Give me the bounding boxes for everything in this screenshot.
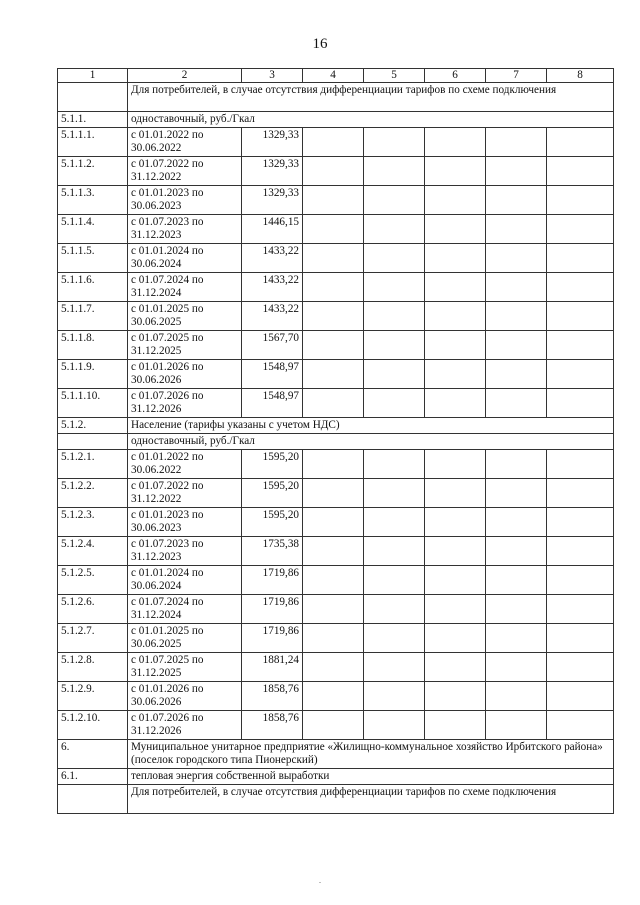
tariff-row	[58, 479, 614, 508]
empty-cell	[486, 186, 547, 215]
tariff-row	[58, 157, 614, 186]
row-period: с 01.01.2025 по 30.06.2025	[128, 624, 242, 653]
empty-cell	[547, 624, 614, 653]
row-period: с 01.01.2023 по 30.06.2023	[128, 186, 242, 215]
empty-cell	[364, 682, 425, 711]
empty-cell	[425, 331, 486, 360]
empty-cell	[486, 389, 547, 418]
section-code	[58, 785, 128, 814]
empty-cell	[364, 711, 425, 740]
tariff-row	[58, 186, 614, 215]
row-period: с 01.07.2025 по 31.12.2025	[128, 331, 242, 360]
section-row	[58, 112, 614, 128]
row-tariff-value: 1858,76	[242, 682, 303, 711]
tariff-row	[58, 302, 614, 331]
row-code: 5.1.1.6.	[58, 273, 128, 302]
empty-cell	[364, 508, 425, 537]
tariff-row	[58, 450, 614, 479]
empty-cell	[486, 653, 547, 682]
empty-cell	[425, 653, 486, 682]
empty-cell	[303, 653, 364, 682]
empty-cell	[364, 244, 425, 273]
empty-cell	[364, 653, 425, 682]
row-tariff-value: 1719,86	[242, 595, 303, 624]
empty-cell	[547, 215, 614, 244]
empty-cell	[547, 128, 614, 157]
tariff-row	[58, 360, 614, 389]
header-cell: 3	[242, 69, 303, 83]
empty-cell	[486, 273, 547, 302]
empty-cell	[547, 711, 614, 740]
row-code: 5.1.2.7.	[58, 624, 128, 653]
empty-cell	[486, 711, 547, 740]
row-code: 5.1.1.5.	[58, 244, 128, 273]
empty-cell	[303, 711, 364, 740]
section-title: тепловая энергия собственной выработки	[128, 769, 614, 785]
row-code: 5.1.1.2.	[58, 157, 128, 186]
header-cell: 7	[486, 69, 547, 83]
empty-cell	[486, 244, 547, 273]
section-title: Население (тарифы указаны с учетом НДС)	[128, 418, 614, 434]
row-code: 5.1.1.7.	[58, 302, 128, 331]
row-tariff-value: 1548,97	[242, 389, 303, 418]
row-period: с 01.07.2023 по 31.12.2023	[128, 215, 242, 244]
empty-cell	[364, 450, 425, 479]
tariff-row	[58, 244, 614, 273]
section-title: одноставочный, руб./Гкал	[128, 434, 614, 450]
row-period: с 01.07.2024 по 31.12.2024	[128, 595, 242, 624]
empty-cell	[364, 389, 425, 418]
row-tariff-value: 1567,70	[242, 331, 303, 360]
row-code: 5.1.1.3.	[58, 186, 128, 215]
row-period: с 01.07.2026 по 31.12.2026	[128, 389, 242, 418]
empty-cell	[303, 508, 364, 537]
tariff-row	[58, 508, 614, 537]
row-tariff-value: 1446,15	[242, 215, 303, 244]
tariff-row	[58, 682, 614, 711]
empty-cell	[486, 508, 547, 537]
empty-cell	[547, 479, 614, 508]
empty-cell	[547, 595, 614, 624]
header-cell: 6	[425, 69, 486, 83]
empty-cell	[425, 389, 486, 418]
tariff-row	[58, 711, 614, 740]
row-tariff-value: 1329,33	[242, 157, 303, 186]
row-tariff-value: 1433,22	[242, 273, 303, 302]
empty-cell	[486, 360, 547, 389]
row-code: 5.1.1.8.	[58, 331, 128, 360]
empty-cell	[425, 682, 486, 711]
section-title: Для потребителей, в случае отсутствия дифференциации тарифов по схеме подключения	[128, 785, 614, 814]
section-code: 6.	[58, 740, 128, 769]
row-period: с 01.01.2022 по 30.06.2022	[128, 128, 242, 157]
row-period: с 01.07.2025 по 31.12.2025	[128, 653, 242, 682]
empty-cell	[547, 508, 614, 537]
row-tariff-value: 1548,97	[242, 360, 303, 389]
row-tariff-value: 1433,22	[242, 244, 303, 273]
row-period: с 01.01.2026 по 30.06.2026	[128, 360, 242, 389]
empty-cell	[486, 215, 547, 244]
empty-cell	[547, 244, 614, 273]
table-body	[58, 69, 614, 814]
section-title: Муниципальное унитарное предприятие «Жилищно-коммунальное хозяйство Ирбитского района» (поселок городского типа Пионерский)	[128, 740, 614, 769]
empty-cell	[425, 537, 486, 566]
empty-cell	[547, 273, 614, 302]
empty-cell	[547, 302, 614, 331]
row-code: 5.1.2.1.	[58, 450, 128, 479]
empty-cell	[303, 360, 364, 389]
empty-cell	[425, 244, 486, 273]
empty-cell	[303, 682, 364, 711]
empty-cell	[303, 157, 364, 186]
tariff-row	[58, 566, 614, 595]
row-period: с 01.01.2025 по 30.06.2025	[128, 302, 242, 331]
section-row	[58, 785, 614, 814]
section-row	[58, 418, 614, 434]
empty-cell	[364, 566, 425, 595]
row-period: с 01.01.2026 по 30.06.2026	[128, 682, 242, 711]
tariff-table	[57, 68, 614, 814]
empty-cell	[364, 595, 425, 624]
row-tariff-value: 1595,20	[242, 450, 303, 479]
empty-cell	[425, 450, 486, 479]
empty-cell	[547, 389, 614, 418]
empty-cell	[425, 157, 486, 186]
header-cell: 2	[128, 69, 242, 83]
row-code: 5.1.2.2.	[58, 479, 128, 508]
empty-cell	[486, 479, 547, 508]
empty-cell	[547, 682, 614, 711]
row-tariff-value: 1595,20	[242, 508, 303, 537]
empty-cell	[303, 624, 364, 653]
empty-cell	[547, 331, 614, 360]
row-period: с 01.07.2026 по 31.12.2026	[128, 711, 242, 740]
empty-cell	[364, 215, 425, 244]
row-code: 5.1.2.6.	[58, 595, 128, 624]
empty-cell	[303, 537, 364, 566]
empty-cell	[303, 302, 364, 331]
empty-cell	[547, 566, 614, 595]
empty-cell	[425, 215, 486, 244]
empty-cell	[486, 624, 547, 653]
section-title: одноставочный, руб./Гкал	[128, 112, 614, 128]
empty-cell	[364, 302, 425, 331]
empty-cell	[364, 624, 425, 653]
row-period: с 01.07.2022 по 31.12.2022	[128, 479, 242, 508]
row-period: с 01.07.2024 по 31.12.2024	[128, 273, 242, 302]
row-code: 5.1.2.3.	[58, 508, 128, 537]
header-cell: 1	[58, 69, 128, 83]
empty-cell	[425, 128, 486, 157]
empty-cell	[303, 389, 364, 418]
header-row	[58, 69, 614, 83]
row-tariff-value: 1719,86	[242, 624, 303, 653]
row-code: 5.1.1.1.	[58, 128, 128, 157]
empty-cell	[303, 186, 364, 215]
row-code: 5.1.1.4.	[58, 215, 128, 244]
row-tariff-value: 1595,20	[242, 479, 303, 508]
section-code	[58, 434, 128, 450]
empty-cell	[364, 360, 425, 389]
empty-cell	[486, 450, 547, 479]
section-row	[58, 740, 614, 769]
empty-cell	[364, 128, 425, 157]
empty-cell	[547, 537, 614, 566]
empty-cell	[425, 302, 486, 331]
section-row	[58, 434, 614, 450]
row-period: с 01.07.2023 по 31.12.2023	[128, 537, 242, 566]
empty-cell	[425, 711, 486, 740]
empty-cell	[486, 595, 547, 624]
page-number: 16	[312, 36, 328, 52]
row-tariff-value: 1735,38	[242, 537, 303, 566]
empty-cell	[425, 360, 486, 389]
empty-cell	[303, 566, 364, 595]
section-code	[58, 83, 128, 112]
empty-cell	[547, 360, 614, 389]
header-cell: 5	[364, 69, 425, 83]
header-cell: 8	[547, 69, 614, 83]
empty-cell	[547, 186, 614, 215]
row-code: 5.1.2.10.	[58, 711, 128, 740]
tariff-row	[58, 331, 614, 360]
row-tariff-value: 1433,22	[242, 302, 303, 331]
section-code: 5.1.1.	[58, 112, 128, 128]
row-tariff-value: 1329,33	[242, 186, 303, 215]
empty-cell	[547, 450, 614, 479]
empty-cell	[303, 273, 364, 302]
empty-cell	[486, 128, 547, 157]
tariff-row	[58, 389, 614, 418]
tariff-row	[58, 537, 614, 566]
empty-cell	[486, 566, 547, 595]
tariff-row	[58, 653, 614, 682]
empty-cell	[364, 479, 425, 508]
section-row	[58, 83, 614, 112]
empty-cell	[303, 215, 364, 244]
row-tariff-value: 1881,24	[242, 653, 303, 682]
row-tariff-value: 1858,76	[242, 711, 303, 740]
empty-cell	[303, 331, 364, 360]
empty-cell	[303, 128, 364, 157]
row-period: с 01.01.2024 по 30.06.2024	[128, 566, 242, 595]
row-code: 5.1.2.4.	[58, 537, 128, 566]
row-code: 5.1.2.9.	[58, 682, 128, 711]
tariff-row	[58, 273, 614, 302]
row-period: с 01.07.2022 по 31.12.2022	[128, 157, 242, 186]
row-code: 5.1.2.8.	[58, 653, 128, 682]
empty-cell	[425, 624, 486, 653]
empty-cell	[425, 273, 486, 302]
empty-cell	[425, 508, 486, 537]
empty-cell	[303, 244, 364, 273]
empty-cell	[425, 479, 486, 508]
empty-cell	[425, 186, 486, 215]
empty-cell	[303, 479, 364, 508]
empty-cell	[547, 157, 614, 186]
empty-cell	[364, 331, 425, 360]
section-code: 6.1.	[58, 769, 128, 785]
tariff-row	[58, 128, 614, 157]
empty-cell	[364, 537, 425, 566]
tariff-row	[58, 595, 614, 624]
empty-cell	[303, 450, 364, 479]
empty-cell	[425, 595, 486, 624]
row-period: с 01.01.2023 по 30.06.2023	[128, 508, 242, 537]
empty-cell	[364, 157, 425, 186]
row-period: с 01.01.2024 по 30.06.2024	[128, 244, 242, 273]
page-footer-mark: .	[319, 876, 321, 885]
empty-cell	[486, 157, 547, 186]
empty-cell	[425, 566, 486, 595]
empty-cell	[486, 537, 547, 566]
row-code: 5.1.1.10.	[58, 389, 128, 418]
empty-cell	[364, 273, 425, 302]
section-row	[58, 769, 614, 785]
row-code: 5.1.2.5.	[58, 566, 128, 595]
empty-cell	[364, 186, 425, 215]
row-tariff-value: 1329,33	[242, 128, 303, 157]
section-title: Для потребителей, в случае отсутствия дифференциации тарифов по схеме подключения	[128, 83, 614, 112]
section-code: 5.1.2.	[58, 418, 128, 434]
empty-cell	[486, 331, 547, 360]
row-period: с 01.01.2022 по 30.06.2022	[128, 450, 242, 479]
empty-cell	[303, 595, 364, 624]
empty-cell	[486, 302, 547, 331]
tariff-row	[58, 624, 614, 653]
empty-cell	[486, 682, 547, 711]
empty-cell	[547, 653, 614, 682]
row-code: 5.1.1.9.	[58, 360, 128, 389]
header-cell: 4	[303, 69, 364, 83]
row-tariff-value: 1719,86	[242, 566, 303, 595]
tariff-row	[58, 215, 614, 244]
